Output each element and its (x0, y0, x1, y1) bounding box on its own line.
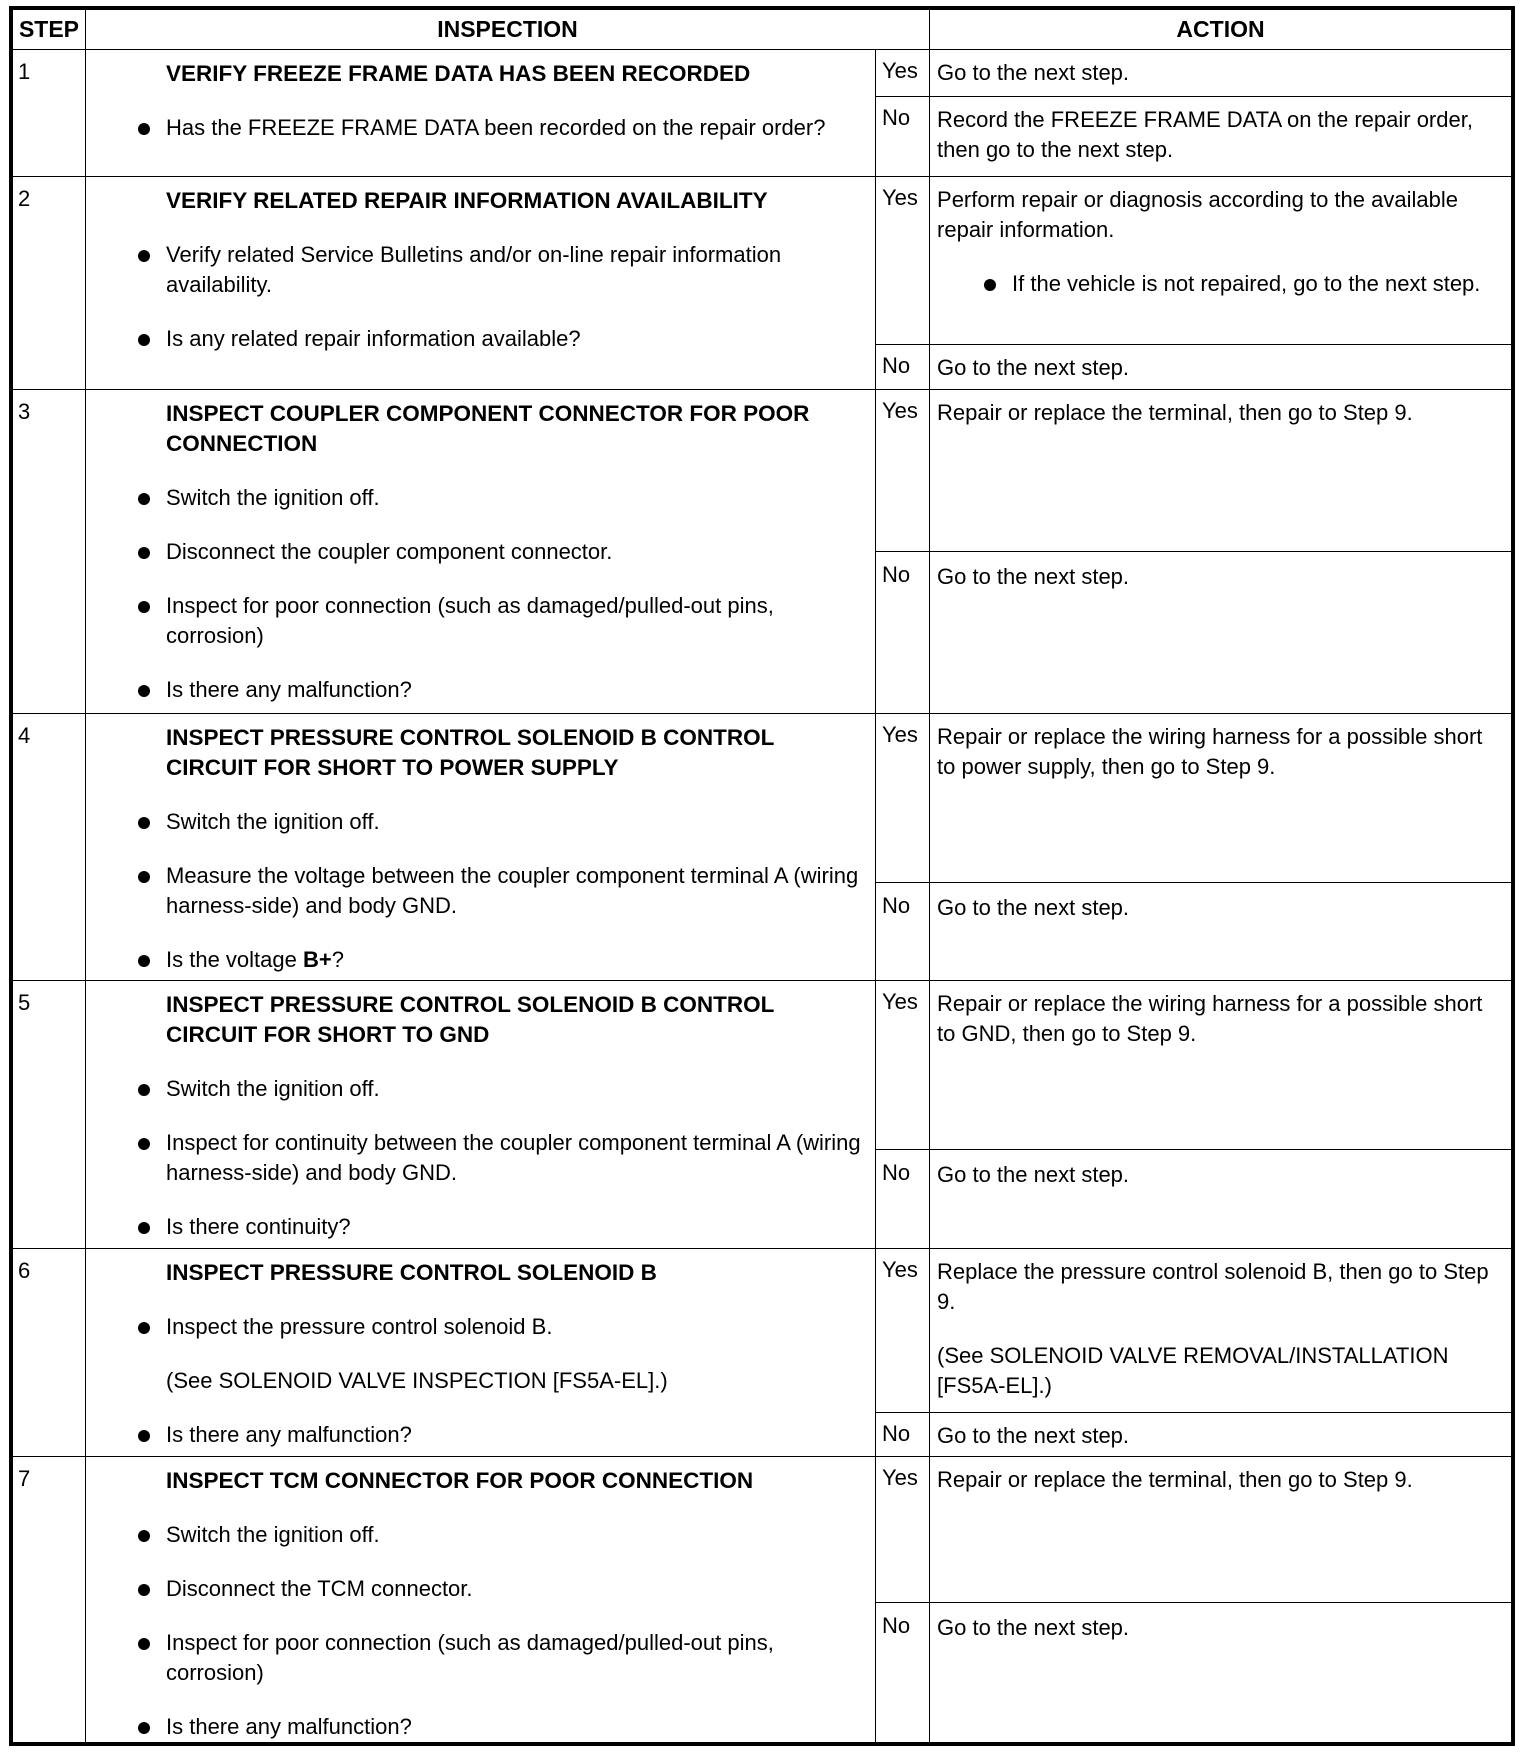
no-label: No (876, 345, 930, 390)
header-inspection: INSPECTION (86, 10, 930, 50)
step-number: 5 (13, 981, 86, 1249)
inspection-cell (86, 390, 876, 714)
bullet-item: Inspect the pressure control solenoid B. (86, 1312, 867, 1342)
step-title: VERIFY FREEZE FRAME DATA HAS BEEN RECORDED (166, 61, 751, 86)
bullet-item: Verify related Service Bulletins and/or on-line repair information availability. (86, 240, 867, 300)
yes-action-cell (930, 1249, 1512, 1413)
inspection-cell (86, 981, 876, 1249)
bullet-item: Switch the ignition off. (86, 807, 867, 837)
bullet-item: Switch the ignition off. (86, 1520, 867, 1550)
no-action: Go to the next step. (930, 552, 1512, 714)
header-step: STEP (13, 10, 86, 50)
inspection-cell (86, 1457, 876, 1743)
header-row (13, 10, 1512, 50)
inspection-cell (86, 177, 876, 390)
step-number: 4 (13, 714, 86, 981)
bullet-item (86, 945, 867, 975)
bullet-item: Inspect for poor connection (such as damaged/pulled-out pins, corrosion) (86, 591, 867, 651)
step-number: 2 (13, 177, 86, 390)
diagnostic-table (12, 9, 1512, 1743)
step-row (13, 50, 1512, 97)
bullet-item: Switch the ignition off. (86, 483, 867, 513)
no-label: No (876, 1150, 930, 1249)
yes-label: Yes (876, 50, 930, 97)
bullet-bold-text: B+ (302, 947, 332, 972)
bullet-text-end: ? (331, 947, 344, 972)
yes-action: Repair or replace the wiring harness for a possible short to power supply, then go to Step 9. (930, 714, 1512, 883)
step-title: INSPECT PRESSURE CONTROL SOLENOID B CONTROL CIRCUIT FOR SHORT TO POWER SUPPLY (166, 725, 774, 780)
bullet-item: Inspect for poor connection (such as damaged/pulled-out pins, corrosion) (86, 1628, 867, 1688)
step-title: INSPECT PRESSURE CONTROL SOLENOID B CONTROL CIRCUIT FOR SHORT TO GND (166, 992, 774, 1047)
bullet-item: Inspect for continuity between the coupler component terminal A (wiring harness-side) and body GND. (86, 1128, 867, 1188)
yes-action: Replace the pressure control solenoid B, then go to Step 9. (937, 1259, 1489, 1314)
yes-label: Yes (876, 177, 930, 345)
yes-label: Yes (876, 1457, 930, 1603)
step-number: 3 (13, 390, 86, 714)
step-number: 1 (13, 50, 86, 177)
bullet-item: Has the FREEZE FRAME DATA been recorded on the repair order? (86, 113, 867, 143)
bullet-item: Is there any malfunction? (86, 1420, 867, 1450)
bullet-item: Is any related repair information available? (86, 324, 867, 354)
no-action: Go to the next step. (930, 345, 1512, 390)
bullet-item: Is there any malfunction? (86, 1712, 867, 1742)
yes-label: Yes (876, 390, 930, 552)
diagnostic-table-frame (9, 6, 1515, 1746)
bullet-item: Disconnect the coupler component connector. (86, 537, 867, 567)
no-label: No (876, 1603, 930, 1743)
bullet-item: Is there any malfunction? (86, 675, 867, 705)
step-row (13, 177, 1512, 345)
yes-label: Yes (876, 1249, 930, 1413)
step-title: VERIFY RELATED REPAIR INFORMATION AVAILABILITY (166, 188, 768, 213)
inspection-cell (86, 714, 876, 981)
step-number: 6 (13, 1249, 86, 1457)
no-label: No (876, 552, 930, 714)
no-action: Go to the next step. (930, 883, 1512, 981)
step-row (13, 714, 1512, 883)
step-row (13, 390, 1512, 552)
reference-note: (See SOLENOID VALVE INSPECTION [FS5A-EL].) (166, 1368, 668, 1393)
yes-action: Repair or replace the terminal, then go to Step 9. (930, 1457, 1512, 1603)
no-label: No (876, 1413, 930, 1457)
step-number: 7 (13, 1457, 86, 1743)
yes-label: Yes (876, 714, 930, 883)
bullet-item: Switch the ignition off. (86, 1074, 867, 1104)
no-action: Go to the next step. (930, 1603, 1512, 1743)
step-title: INSPECT TCM CONNECTOR FOR POOR CONNECTION (166, 1468, 754, 1493)
inspection-cell (86, 50, 876, 177)
bullet-item: Measure the voltage between the coupler component terminal A (wiring harness-side) and body GND. (86, 861, 867, 921)
bullet-item: Disconnect the TCM connector. (86, 1574, 867, 1604)
yes-action-cell (930, 177, 1512, 345)
yes-action: Repair or replace the wiring harness for a possible short to GND, then go to Step 9. (930, 981, 1512, 1150)
yes-sub-bullet: If the vehicle is not repaired, go to the next step. (937, 269, 1505, 299)
step-row (13, 1249, 1512, 1413)
header-action: ACTION (930, 10, 1512, 50)
bullet-item: Is there continuity? (86, 1212, 867, 1242)
no-action: Record the FREEZE FRAME DATA on the repair order, then go to the next step. (930, 97, 1512, 177)
yes-action: Perform repair or diagnosis according to the available repair information. (937, 187, 1458, 242)
bullet-text: Is the voltage (166, 947, 303, 972)
yes-action: Go to the next step. (930, 50, 1512, 97)
step-title: INSPECT PRESSURE CONTROL SOLENOID B (166, 1260, 657, 1285)
inspection-cell (86, 1249, 876, 1457)
step-row (13, 1457, 1512, 1603)
step-row (13, 981, 1512, 1150)
yes-label: Yes (876, 981, 930, 1150)
yes-reference-note: (See SOLENOID VALVE REMOVAL/INSTALLATION [FS5A-EL].) (937, 1343, 1449, 1398)
no-action: Go to the next step. (930, 1413, 1512, 1457)
no-label: No (876, 97, 930, 177)
no-action: Go to the next step. (930, 1150, 1512, 1249)
no-label: No (876, 883, 930, 981)
yes-action: Repair or replace the terminal, then go to Step 9. (930, 390, 1512, 552)
step-title: INSPECT COUPLER COMPONENT CONNECTOR FOR POOR CONNECTION (166, 401, 810, 456)
